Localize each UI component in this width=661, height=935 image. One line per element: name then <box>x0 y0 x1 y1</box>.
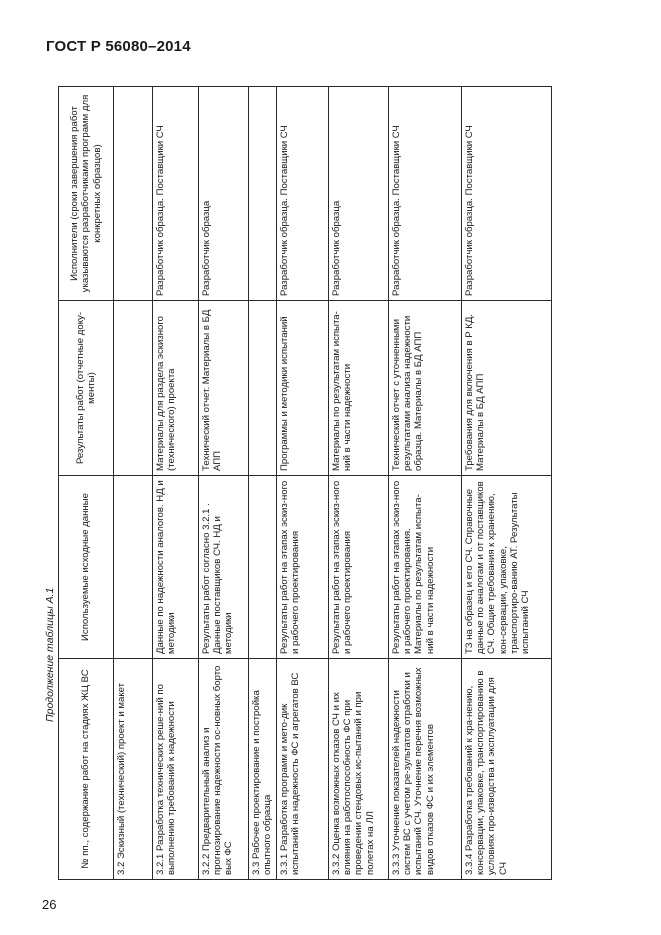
table-row <box>462 87 552 880</box>
table-row <box>199 87 249 880</box>
header-stage: № пп., содержание работ на стадиях ЖЦ ВС <box>59 659 114 880</box>
table-row-section <box>249 87 277 880</box>
cell-stage: 3.2.2 Предварительный анализ и прогнозирование надежности ос-новных борто вых ФС <box>199 659 249 880</box>
cell-stage: 3.3 Рабочее проектирование и постройка опытного образца <box>249 659 277 880</box>
cell-performers: Разработчик образца. Поставщики СЧ <box>277 87 329 301</box>
cell-inputs: Результаты работ на этапах эскиз-ного и рабочего проектирования. Материалы по результатам испыта-ний в части надежности <box>389 476 462 659</box>
cell-empty <box>114 87 153 301</box>
cell-stage: 3.2.1 Разработка технических реше-ний по выполнению требований к надежности <box>153 659 199 880</box>
cell-stage: 3.3.3 Уточнение показателей надежности систем ВС с учетом ре-зультатов отработки и испытаний СЧ. Уточнение перечня возможных видов отказов ФС и их элементов <box>389 659 462 880</box>
cell-stage: 3.3.1 Разработка программ и мето-дик испытаний на надежность ФС и агрегатов ВС <box>277 659 329 880</box>
cell-stage: 3.2 Эскизный (технический) проект и макет <box>114 659 153 880</box>
table-row-section <box>114 87 153 880</box>
table-caption: Продолжение таблицы А.1 <box>44 587 56 722</box>
cell-performers: Разработчик образца. Поставщики СЧ <box>153 87 199 301</box>
header-results: Результаты работ (отчетные доку-менты) <box>59 301 114 476</box>
cell-results: Материалы по результатам испыта-ний в части надежности <box>329 301 389 476</box>
requirements-table <box>58 86 552 880</box>
table-row <box>277 87 329 880</box>
header-inputs: Используемые исходные данные <box>59 476 114 659</box>
cell-inputs: Результаты работ на этапах эскиз-ного и рабочего проектирования <box>277 476 329 659</box>
cell-inputs: Результаты работ согласно 3.2.1 . Данные поставщиков СЧ. НД и методики <box>199 476 249 659</box>
cell-stage: 3.3.2 Оценка возможных отказов СЧ и их влияния на работоспособность ФС при проведении стендовых ис-пытаний и при полетах на ЛЛ <box>329 659 389 880</box>
cell-empty <box>249 476 277 659</box>
cell-inputs: ТЗ на образец и его СЧ. Справочные данные по аналогам и от поставщиков СЧ. Общие требования к хранению, кон-сервации, упаковке, транспортиро-ванию АТ. Результаты испытаний СЧ <box>462 476 552 659</box>
cell-performers: Разработчик образца <box>199 87 249 301</box>
cell-stage: 3.3.4 Разработка требований к хра-нению, консервации, упаковке, транспортированию в условиях про-изводства и эксплуатации для СЧ <box>462 659 552 880</box>
cell-inputs: Результаты работ на этапах эскиз-ного и рабочего проектирования <box>329 476 389 659</box>
table-row <box>389 87 462 880</box>
cell-results: Программы и методики испытаний <box>277 301 329 476</box>
table-row <box>153 87 199 880</box>
cell-empty <box>114 476 153 659</box>
cell-inputs: Данные по надежности аналогов. НД и методики <box>153 476 199 659</box>
table-row <box>329 87 389 880</box>
cell-results: Требования для включения в Р КД. Материалы в БД АПП <box>462 301 552 476</box>
cell-empty <box>249 301 277 476</box>
table-header-row <box>59 87 114 880</box>
cell-results: Технический отчет с уточненными результатами анализа надежности образца. Материалы в БД АПП <box>389 301 462 476</box>
document-title: ГОСТ Р 56080–2014 <box>46 38 191 55</box>
cell-performers: Разработчик образца. Поставщики СЧ <box>389 87 462 301</box>
header-performers: Исполнители (сроки завершения работ указываются разработчиками программ для конкретных образцов) <box>59 87 114 301</box>
cell-performers: Разработчик образца. Поставщики СЧ <box>462 87 552 301</box>
cell-performers: Разработчик образца <box>329 87 389 301</box>
cell-results: Технический отчет. Материалы в БД АПП <box>199 301 249 476</box>
page-number: 26 <box>42 897 57 912</box>
cell-results: Материалы для раздела эскизного (технического) проекта <box>153 301 199 476</box>
cell-empty <box>114 301 153 476</box>
cell-empty <box>249 87 277 301</box>
